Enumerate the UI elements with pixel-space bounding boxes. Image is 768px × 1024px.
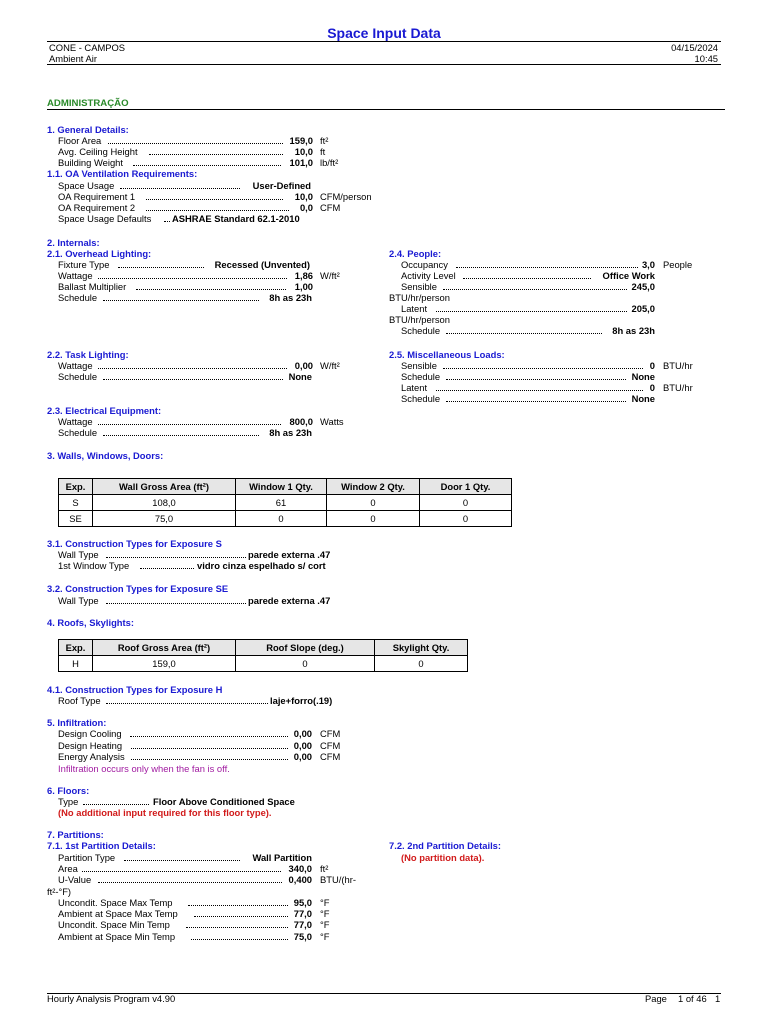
field-value: 101,0 xyxy=(289,157,313,168)
column-header: Wall Gross Area (ft²) xyxy=(93,479,236,495)
exposure-h-heading: 4.1. Construction Types for Exposure H xyxy=(47,684,223,695)
oa-requirement-2-row xyxy=(58,202,388,214)
partition-area-row xyxy=(58,863,358,875)
exposure-s-wall-row xyxy=(58,549,348,561)
field-unit: °F xyxy=(320,908,330,919)
activity-level-row xyxy=(401,270,655,282)
column-header: Window 2 Qty. xyxy=(327,479,420,495)
misc-sensible-row xyxy=(401,360,701,372)
field-label: Space Usage xyxy=(58,180,115,191)
leader-dots xyxy=(146,210,289,211)
leader-dots xyxy=(194,916,288,917)
field-label: Schedule xyxy=(58,292,98,303)
field-label: OA Requirement 2 xyxy=(58,202,136,213)
latent-unit: BTU/hr/person xyxy=(389,314,450,325)
leader-dots xyxy=(456,267,638,268)
overhead-wattage-row xyxy=(58,270,378,282)
field-value: 800,0 xyxy=(289,416,313,427)
exposure-se-wall-row xyxy=(58,595,348,607)
section-oa-heading: 1.1. OA Ventilation Requirements: xyxy=(47,168,198,179)
design-cooling-row xyxy=(58,728,358,740)
leader-dots xyxy=(83,804,149,805)
ballast-multiplier-row xyxy=(58,281,314,293)
column-header: Roof Gross Area (ft²) xyxy=(93,640,236,656)
column-header: Skylight Qty. xyxy=(375,640,468,656)
second-partition-note: (No partition data). xyxy=(401,852,485,863)
leader-dots xyxy=(103,435,259,436)
page-suffix: 1 xyxy=(715,993,721,1004)
table-cell: 0 xyxy=(236,656,375,672)
field-value: Floor Above Conditioned Space xyxy=(153,796,295,807)
field-unit: lb/ft² xyxy=(320,157,339,168)
field-value: Wall Partition xyxy=(252,852,312,863)
field-value: 0,0 xyxy=(299,202,313,213)
exposure-s-window-row xyxy=(58,560,348,572)
page-number: 1 of 46 xyxy=(678,993,707,1004)
table-cell: 61 xyxy=(236,495,327,511)
field-value: 0,00 xyxy=(293,740,312,751)
field-unit: °F xyxy=(320,897,330,908)
ambient-min-temp-row xyxy=(58,931,358,943)
field-value: 0,00 xyxy=(293,728,312,739)
misc-loads-heading: 2.5. Miscellaneous Loads: xyxy=(389,349,505,360)
leader-dots xyxy=(146,199,283,200)
field-value: 245,0 xyxy=(631,281,655,292)
field-unit: ft² xyxy=(320,863,329,874)
table-cell: H xyxy=(59,656,93,672)
leader-dots xyxy=(191,939,288,940)
leader-dots xyxy=(186,927,288,928)
field-label: Schedule xyxy=(58,427,98,438)
leader-dots xyxy=(118,267,204,268)
sensible-row xyxy=(401,281,655,293)
leader-dots xyxy=(443,368,643,369)
field-label: Floor Area xyxy=(58,135,102,146)
table-cell: 0 xyxy=(327,495,420,511)
roof-type-row xyxy=(58,695,358,707)
building-weight-row xyxy=(58,157,348,169)
section-floors-heading: 6. Floors: xyxy=(47,785,90,796)
leader-dots xyxy=(446,401,626,402)
table-cell: 159,0 xyxy=(93,656,236,672)
leader-dots xyxy=(446,379,626,380)
subproject-name: Ambient Air xyxy=(49,53,97,64)
electrical-schedule-row xyxy=(58,427,314,439)
column-header: Window 1 Qty. xyxy=(236,479,327,495)
field-value: 77,0 xyxy=(293,908,312,919)
field-unit: CFM/person xyxy=(320,191,372,202)
roofs-table-header xyxy=(59,640,468,656)
project-name: CONE - CAMPOS xyxy=(49,42,126,53)
column-header: Door 1 Qty. xyxy=(420,479,512,495)
field-label: Activity Level xyxy=(401,270,456,281)
section-infiltration-heading: 5. Infiltration: xyxy=(47,717,107,728)
field-unit: CFM xyxy=(320,202,341,213)
field-unit: °F xyxy=(320,919,330,930)
column-header: Roof Slope (deg.) xyxy=(236,640,375,656)
field-label: U-Value xyxy=(58,874,92,885)
roofs-table xyxy=(58,639,468,672)
section-partitions-heading: 7. Partitions: xyxy=(47,829,104,840)
uncond-max-temp-row xyxy=(58,897,358,909)
field-value: 75,0 xyxy=(293,931,312,942)
field-unit: W/ft² xyxy=(320,360,340,371)
field-value: 8h as 23h xyxy=(269,427,312,438)
field-label: Wattage xyxy=(58,360,93,371)
field-value: 1,86 xyxy=(294,270,313,281)
field-value: 0 xyxy=(649,382,655,393)
table-cell: 0 xyxy=(375,656,468,672)
field-value: parede externa .47 xyxy=(248,595,331,606)
field-label: Type xyxy=(58,796,79,807)
ambient-max-temp-row xyxy=(58,908,358,920)
field-unit: People xyxy=(663,259,693,270)
field-unit: BTU/hr xyxy=(663,382,693,393)
field-value: 159,0 xyxy=(289,135,313,146)
field-label: Occupancy xyxy=(401,259,448,270)
field-label: Wall Type xyxy=(58,595,99,606)
people-heading: 2.4. People: xyxy=(389,248,442,259)
field-unit: Watts xyxy=(320,416,344,427)
field-value: 340,0 xyxy=(288,863,312,874)
field-unit: CFM xyxy=(320,751,341,762)
field-label: Wall Type xyxy=(58,549,99,560)
section-walls-heading: 3. Walls, Windows, Doors: xyxy=(47,450,164,461)
leader-dots xyxy=(133,165,281,166)
field-label: Schedule xyxy=(401,325,441,336)
leader-dots xyxy=(436,311,627,312)
first-partition-heading: 7.1. 1st Partition Details: xyxy=(47,840,156,851)
space-name-rule xyxy=(47,109,725,110)
field-label: 1st Window Type xyxy=(58,560,130,571)
field-label: Schedule xyxy=(401,371,441,382)
field-value: 95,0 xyxy=(293,897,312,908)
table-row xyxy=(59,495,512,511)
page-label: Page xyxy=(645,993,667,1004)
electrical-equipment-heading: 2.3. Electrical Equipment: xyxy=(47,405,162,416)
ceiling-height-row xyxy=(58,146,348,158)
field-value: 0,400 xyxy=(288,874,312,885)
field-label: Roof Type xyxy=(58,695,101,706)
field-value: Recessed (Unvented) xyxy=(214,259,310,270)
field-value: Office Work xyxy=(602,270,655,281)
field-value: 3,0 xyxy=(641,259,655,270)
field-value: 10,0 xyxy=(294,191,313,202)
field-unit: ft² xyxy=(320,135,329,146)
leader-dots xyxy=(103,300,259,301)
partition-type-row xyxy=(58,852,314,864)
field-value: 77,0 xyxy=(293,919,312,930)
leader-dots xyxy=(108,143,283,144)
section-internals-heading: 2. Internals: xyxy=(47,237,100,248)
leader-dots xyxy=(140,568,194,569)
field-unit: W/ft² xyxy=(320,270,340,281)
infiltration-note: Infiltration occurs only when the fan is off. xyxy=(58,763,230,774)
leader-dots xyxy=(103,379,283,380)
misc-latent-row xyxy=(401,382,701,394)
space-usage-row xyxy=(58,180,314,192)
walls-table xyxy=(58,478,512,527)
field-label: Sensible xyxy=(401,281,437,292)
leader-dots xyxy=(436,390,643,391)
sensible-unit: BTU/hr/person xyxy=(389,292,450,303)
leader-dots xyxy=(120,188,240,189)
leader-dots xyxy=(131,759,288,760)
table-cell: 0 xyxy=(420,495,512,511)
field-value: 205,0 xyxy=(631,303,655,314)
energy-analysis-row xyxy=(58,751,358,763)
field-value: User-Defined xyxy=(252,180,311,191)
leader-dots xyxy=(131,748,288,749)
floor-note: (No additional input required for this floor type). xyxy=(58,807,272,818)
design-heating-row xyxy=(58,740,358,752)
field-value: 0 xyxy=(649,360,655,371)
space-name: ADMINISTRAÇÃO xyxy=(47,98,129,109)
field-value: 8h as 23h xyxy=(269,292,312,303)
floor-type-row xyxy=(58,796,358,808)
field-value: None xyxy=(288,371,312,382)
field-value: parede externa .47 xyxy=(248,549,331,560)
space-usage-defaults-row xyxy=(58,213,318,225)
electrical-wattage-row xyxy=(58,416,388,428)
field-label: Wattage xyxy=(58,270,93,281)
section-general-heading: 1. General Details: xyxy=(47,124,129,135)
field-unit: CFM xyxy=(320,740,341,751)
leader-dots xyxy=(82,871,281,872)
field-label: Design Heating xyxy=(58,740,123,751)
field-label: Schedule xyxy=(58,371,98,382)
field-label: Area xyxy=(58,863,78,874)
leader-dots xyxy=(188,905,288,906)
misc-latent-schedule-row xyxy=(401,393,655,405)
leader-dots xyxy=(136,289,286,290)
field-unit: CFM xyxy=(320,728,341,739)
leader-dots xyxy=(463,278,591,279)
leader-dots xyxy=(443,289,627,290)
walls-table-header xyxy=(59,479,512,495)
field-label: Ballast Multiplier xyxy=(58,281,127,292)
latent-row xyxy=(401,303,655,315)
leader-dots xyxy=(106,603,246,604)
field-value: None xyxy=(631,393,655,404)
report-time: 10:45 xyxy=(694,53,718,64)
second-partition-heading: 7.2. 2nd Partition Details: xyxy=(389,840,502,851)
field-label: Fixture Type xyxy=(58,259,110,270)
header-top-rule xyxy=(47,41,721,42)
leader-dots xyxy=(164,221,170,222)
field-label: Uncondit. Space Min Temp xyxy=(58,919,170,930)
misc-sensible-schedule-row xyxy=(401,371,655,383)
exposure-se-heading: 3.2. Construction Types for Exposure SE xyxy=(47,583,229,594)
leader-dots xyxy=(106,557,246,558)
field-label: Sensible xyxy=(401,360,437,371)
occupancy-row xyxy=(401,259,701,271)
field-value: laje+forro(.19) xyxy=(270,695,333,706)
leader-dots xyxy=(446,333,602,334)
exposure-s-heading: 3.1. Construction Types for Exposure S xyxy=(47,538,222,549)
field-label: OA Requirement 1 xyxy=(58,191,136,202)
field-value: None xyxy=(631,371,655,382)
table-cell: SE xyxy=(59,511,93,527)
field-value: 0,00 xyxy=(293,751,312,762)
leader-dots xyxy=(106,703,268,704)
field-label: Partition Type xyxy=(58,852,116,863)
field-unit: °F xyxy=(320,931,330,942)
field-label: Schedule xyxy=(401,393,441,404)
fixture-type-row xyxy=(58,259,312,271)
field-label: Design Cooling xyxy=(58,728,122,739)
table-cell: 0 xyxy=(327,511,420,527)
field-label: Avg. Ceiling Height xyxy=(58,146,138,157)
section-roofs-heading: 4. Roofs, Skylights: xyxy=(47,617,134,628)
field-unit: BTU/hr xyxy=(663,360,693,371)
leader-dots xyxy=(149,154,283,155)
header-bottom-rule xyxy=(47,64,721,65)
field-value: 8h as 23h xyxy=(612,325,655,336)
overhead-lighting-heading: 2.1. Overhead Lighting: xyxy=(47,248,152,259)
field-value: ASHRAE Standard 62.1-2010 xyxy=(172,213,300,224)
table-cell: 108,0 xyxy=(93,495,236,511)
report-date: 04/15/2024 xyxy=(671,42,718,53)
table-cell: 75,0 xyxy=(93,511,236,527)
task-wattage-row xyxy=(58,360,378,372)
column-header: Exp. xyxy=(59,640,93,656)
overhead-schedule-row xyxy=(58,292,314,304)
field-label: Energy Analysis xyxy=(58,751,125,762)
field-label: Wattage xyxy=(58,416,93,427)
leader-dots xyxy=(130,736,288,737)
column-header: Exp. xyxy=(59,479,93,495)
leader-dots xyxy=(98,368,287,369)
table-row xyxy=(59,511,512,527)
task-schedule-row xyxy=(58,371,314,383)
floor-area-row xyxy=(58,135,348,147)
field-value: vidro cinza espelhado s/ cort xyxy=(197,560,326,571)
field-value: 0,00 xyxy=(294,360,313,371)
field-label: Latent xyxy=(401,382,428,393)
field-label: Ambient at Space Max Temp xyxy=(58,908,178,919)
partition-uvalue-unit: BTU/(hr-ft²-°F) xyxy=(47,874,356,897)
field-label: Ambient at Space Min Temp xyxy=(58,931,176,942)
people-schedule-row xyxy=(401,325,655,337)
field-value: 10,0 xyxy=(294,146,313,157)
leader-dots xyxy=(124,860,240,861)
task-lighting-heading: 2.2. Task Lighting: xyxy=(47,349,129,360)
field-label: Space Usage Defaults xyxy=(58,213,152,224)
field-label: Uncondit. Space Max Temp xyxy=(58,897,173,908)
program-name: Hourly Analysis Program v4.90 xyxy=(47,993,176,1004)
table-cell: 0 xyxy=(420,511,512,527)
field-label: Latent xyxy=(401,303,428,314)
field-label: Building Weight xyxy=(58,157,123,168)
table-cell: S xyxy=(59,495,93,511)
field-unit: ft xyxy=(320,146,326,157)
leader-dots xyxy=(98,278,287,279)
table-row xyxy=(59,656,468,672)
leader-dots xyxy=(98,424,281,425)
field-value: 1,00 xyxy=(294,281,313,292)
page-title: Space Input Data xyxy=(327,25,441,41)
oa-requirement-1-row xyxy=(58,191,388,203)
uncond-min-temp-row xyxy=(58,919,358,931)
table-cell: 0 xyxy=(236,511,327,527)
